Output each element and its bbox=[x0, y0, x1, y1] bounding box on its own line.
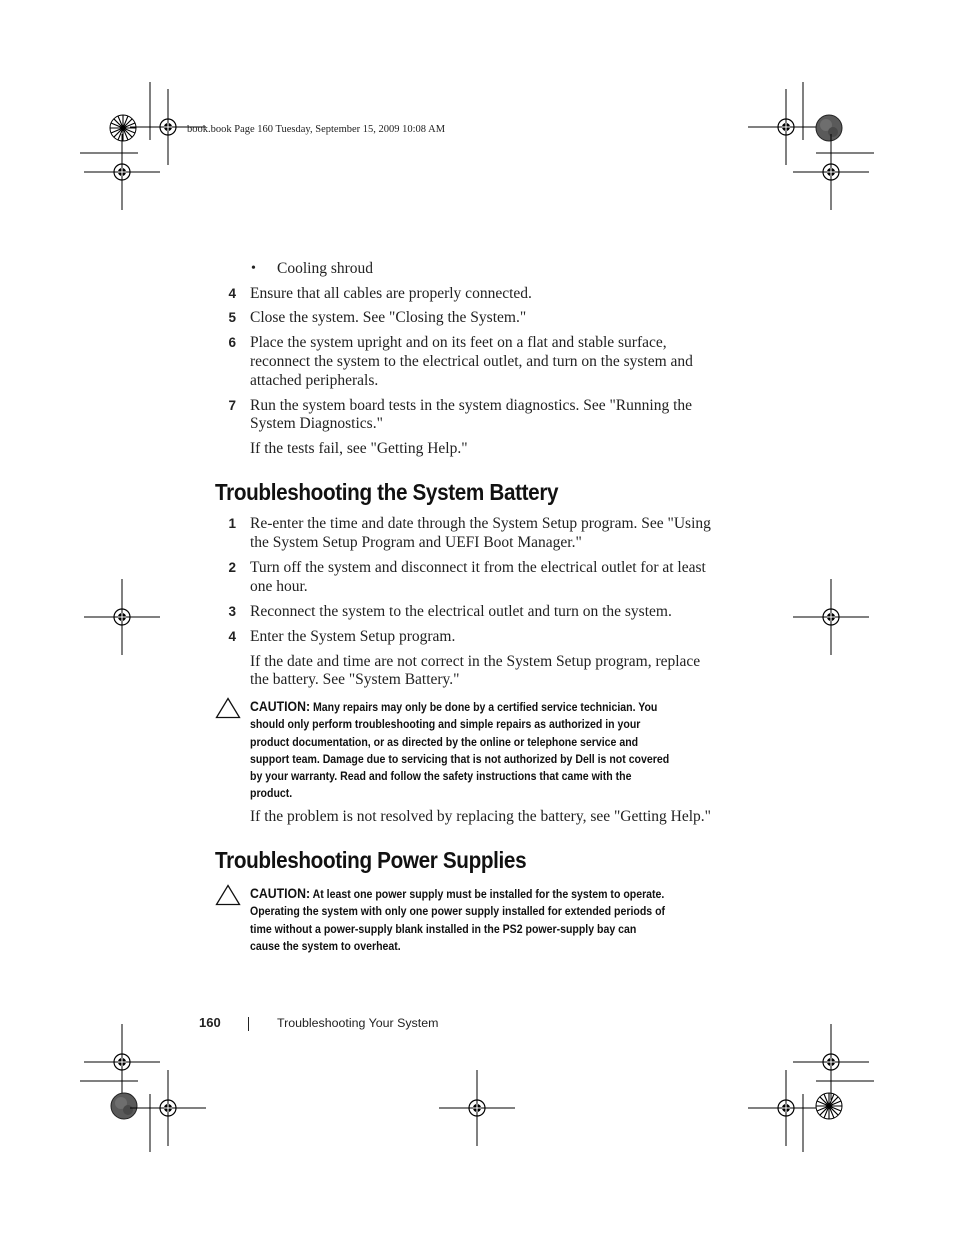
step-number: 4 bbox=[228, 286, 236, 301]
section-heading-battery: Troubleshooting the System Battery bbox=[215, 479, 559, 505]
caution-line: CAUTION: At least one power supply must be installed for the system to operate. bbox=[250, 886, 665, 901]
caution-line: should only perform troubleshooting and simple repairs as authorized in your bbox=[250, 718, 641, 732]
bullet-item: Cooling shroud bbox=[277, 260, 374, 277]
step-number: 4 bbox=[228, 629, 236, 644]
step-number: 1 bbox=[228, 516, 236, 531]
caution-block-power bbox=[250, 885, 687, 955]
caution-block-battery bbox=[250, 698, 687, 803]
step-text-line: Run the system board tests in the system diagnostics. See "Running the bbox=[250, 397, 693, 414]
registration-mark-icon bbox=[793, 579, 869, 655]
print-header: book.book Page 160 Tuesday, September 15, 2009 10:08 AM bbox=[187, 124, 446, 135]
registration-mark-icon bbox=[793, 1024, 869, 1100]
step-number: 3 bbox=[228, 604, 236, 619]
step-text: Enter the System Setup program. bbox=[250, 628, 456, 645]
footer-divider bbox=[248, 1017, 249, 1031]
caution-line: CAUTION: Many repairs may only be done by a certified service technician. You bbox=[250, 699, 658, 714]
color-target-icon bbox=[816, 115, 842, 141]
step-text: Ensure that all cables are properly connected. bbox=[250, 285, 532, 302]
closing-text: If the problem is not resolved by replacing the battery, see "Getting Help." bbox=[250, 808, 712, 825]
caution-line: by your warranty. Read and follow the safety instructions that came with the bbox=[250, 770, 632, 784]
step-text-line: reconnect the system to the electrical outlet, and turn on the system and bbox=[250, 353, 693, 370]
registration-mark-icon bbox=[84, 1024, 160, 1100]
caution-line: product. bbox=[250, 787, 293, 801]
caution-triangle-icon bbox=[215, 884, 241, 906]
step-text: Reconnect the system to the electrical outlet and turn on the system. bbox=[250, 603, 672, 620]
caution-line: product documentation, or as directed by the online or telephone service and bbox=[250, 735, 639, 749]
step-text-line: Turn off the system and disconnect it from the electrical outlet for at least bbox=[250, 559, 706, 576]
step-number: 7 bbox=[228, 398, 236, 413]
color-target-icon bbox=[816, 1093, 842, 1119]
caution-line: cause the system to overheat. bbox=[250, 939, 401, 953]
caution-triangle-icon bbox=[215, 697, 241, 719]
section-heading-power: Troubleshooting Power Supplies bbox=[215, 847, 527, 873]
step-text: Close the system. See "Closing the System." bbox=[250, 309, 527, 326]
note-line: the battery. See "System Battery." bbox=[250, 671, 460, 688]
note-line: If the date and time are not correct in the System Setup program, replace bbox=[250, 653, 701, 670]
caution-label: CAUTION: bbox=[250, 699, 311, 714]
step-text-line: System Diagnostics." bbox=[250, 415, 383, 432]
color-target-icon bbox=[110, 115, 136, 141]
step-text-line: attached peripherals. bbox=[250, 372, 379, 389]
step-number: 5 bbox=[228, 310, 236, 325]
caution-label: CAUTION: bbox=[250, 886, 311, 901]
page-number: 160 bbox=[199, 1015, 221, 1030]
chapter-title: Troubleshooting Your System bbox=[277, 1016, 439, 1030]
step-text-line: one hour. bbox=[250, 578, 308, 595]
registration-mark-icon bbox=[748, 1070, 824, 1146]
caution-line: time without a power-supply blank installed in the PS2 power-supply bay can bbox=[250, 922, 637, 936]
registration-mark-icon bbox=[793, 134, 869, 210]
step-number: 2 bbox=[228, 560, 236, 575]
step-text-line: Re-enter the time and date through the System Setup program. See "Using bbox=[250, 515, 711, 532]
step-number: 6 bbox=[228, 335, 236, 350]
step-text-line: the System Setup Program and UEFI Boot Manager." bbox=[250, 534, 582, 551]
registration-mark-icon bbox=[748, 89, 824, 165]
registration-mark-icon bbox=[84, 134, 160, 210]
registration-mark-icon bbox=[130, 1070, 206, 1146]
registration-mark-icon bbox=[439, 1070, 515, 1146]
caution-line: Operating the system with only one power supply installed for extended periods of bbox=[250, 905, 666, 919]
followup-text: If the tests fail, see "Getting Help." bbox=[250, 440, 468, 457]
step-text-line: Place the system upright and on its feet on a flat and stable surface, bbox=[250, 334, 667, 351]
color-target-icon bbox=[111, 1093, 137, 1119]
registration-mark-icon bbox=[84, 579, 160, 655]
caution-line: support team. Damage due to servicing that is not authorized by Dell is not covered bbox=[250, 752, 670, 766]
bullet-dot: • bbox=[251, 261, 256, 276]
